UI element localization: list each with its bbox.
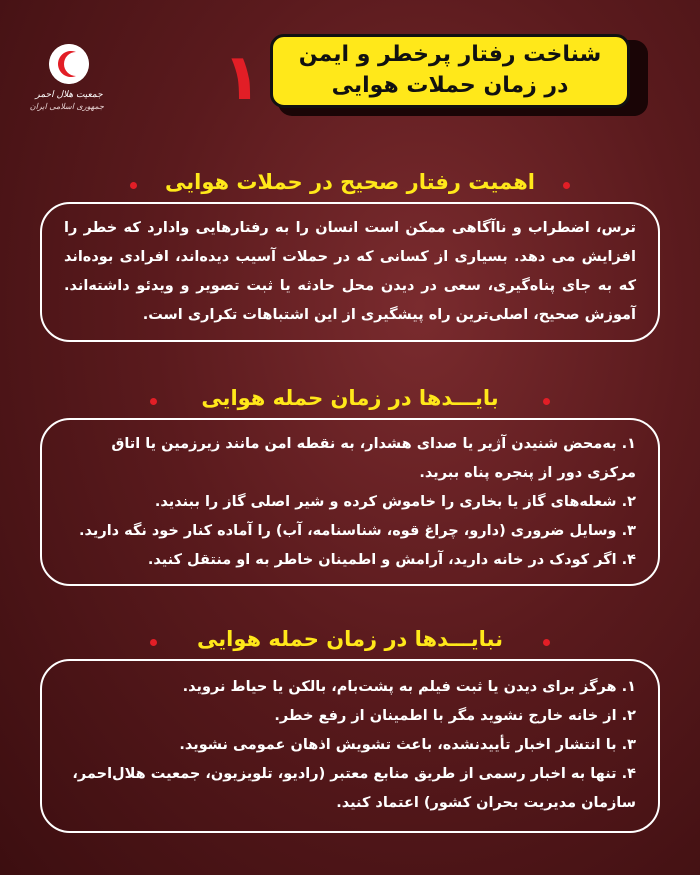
page-title-line1: شناخت رفتار پرخطر و ایمن [298,42,602,67]
list-item: ۴. تنها به اخبار رسمی از طریق منابع معتبر (رادیو، تلویزیون، جمعیت هلال‌احمر، سازمان مدیریت بحران کشور) اعتماد کنید. [72,766,636,811]
section-heading-dos: بایـــدها در زمان حمله هوایی [201,386,499,410]
logo-country-name: جمهوری اسلامی ایران [29,102,104,111]
section-body-importance: ترس، اضطراب و ناآگاهی ممکن است انسان را به رفتارهایی وادارد که خطر را افزایش می دهد. بسیاری از کسانی که در حملات آسیب دیده‌اند، افرادی بوده‌اند که به جای پناه‌گیری، سعی در دیدن محل حادثه یا ثبت تصویر و ویدئو داشته‌اند. آموزش صحیح، اصلی‌ترین راه پیشگیری از این اشتباهات تکراری است. [64,220,636,323]
red-crescent-logo [29,44,104,112]
list-item: ۴. اگر کودک در خانه دارید، آرامش و اطمینان خاطر به او منتقل کنید. [147,552,636,568]
section-panel-donts [40,659,660,833]
list-item: ۳. با انتشار اخبار تأییدنشده، باعث تشویش اذهان عمومی نشوید. [179,737,636,753]
red-crescent-icon [49,44,89,84]
section-heading-donts: نبایـــدها در زمان حمله هوایی [197,627,503,651]
list-item: ۱. به‌محض شنیدن آژیر یا صدای هشدار، به نقطه امن مانند زیرزمین یا اتاق مرکزی دور از پنجره پناه ببرید. [111,436,636,481]
section-heading-importance: اهمیت رفتار صحیح در حملات هوایی [165,170,535,194]
page-title-badge [270,34,630,108]
list-item: ۲. شعله‌های گاز یا بخاری را خاموش کرده و شیر اصلی گاز را ببندید. [154,494,636,510]
list-item: ۲. از خانه خارج نشوید مگر با اطمینان از رفع خطر. [274,708,636,724]
list-item: ۱. هرگز برای دیدن یا ثبت فیلم به پشت‌بام، بالکن یا حیاط نروید. [182,679,636,695]
section-panel-importance [40,202,660,342]
section-panel-dos [40,418,660,586]
page-title-line2: در زمان حملات هوایی [331,73,569,98]
section-number: ۱ [222,41,262,115]
logo-org-name: جمعیت هلال احمر [35,90,103,100]
list-item: ۳. وسایل ضروری (دارو، چراغ قوه، شناسنامه، آب) را آماده کنار خود نگه دارید. [79,523,636,539]
